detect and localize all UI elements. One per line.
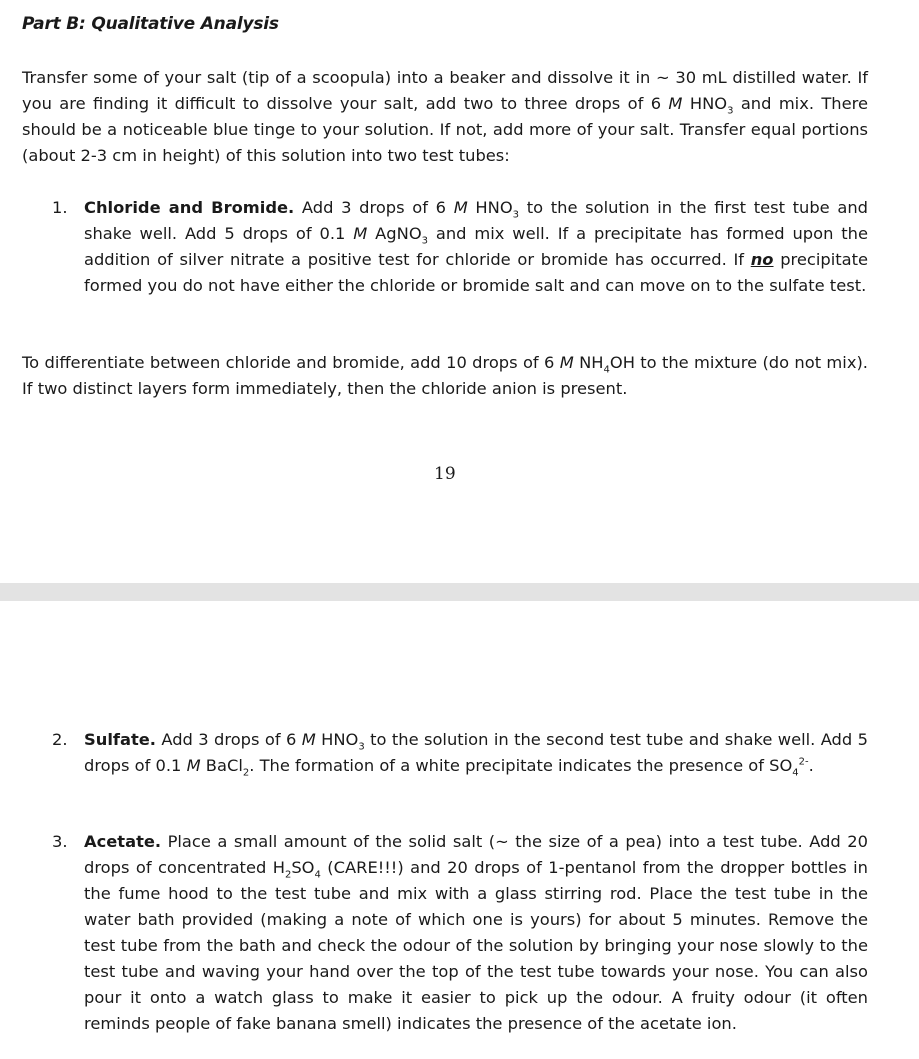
subscript: 2 [284, 869, 292, 881]
item-text: (CARE!!!) and 20 drops of 1-pentanol from the dropper bottles in the fume hood to the test tube and mix with a glass stirring rod. Place the test tube in the water bath provided (making a note of which one is yours) for about 5 minutes. Remove the test tube from the bath and check the odour of the solution by bringing your nose slowly to the test tube and waving your hand over the top of the test tube towards your nose. You can also pour it onto a watch glass to make it easier to pick up the odour. A fruity odour (it often reminds people of fake banana smell) indicates the presence of the acetate ion. [84, 858, 868, 1033]
item-body [84, 829, 868, 1037]
item-body [84, 727, 868, 779]
item-title: Chloride and Bromide. [84, 198, 295, 217]
item-title: Sulfate. [84, 730, 156, 749]
item-title: Acetate. [84, 832, 162, 851]
item-text: precipitate formed you do not have either the chloride or bromide salt and can move on to the sulfate test. [84, 250, 868, 295]
item-body [84, 195, 868, 299]
subscript: 4 [603, 364, 610, 376]
subscript: 3 [421, 235, 429, 247]
item-text: HNO [467, 198, 513, 217]
molarity-symbol: M [453, 198, 468, 217]
molarity-symbol: M [353, 224, 368, 243]
molarity-symbol: M [301, 730, 316, 749]
page-number: 19 [434, 464, 456, 484]
intro-text-c: and mix. There should be a noticeable blue tinge to your solution. If not, add more of your salt. Transfer equal portions (about 2-3 cm in height) of this solution into two test tubes: [22, 94, 868, 165]
differentiate-paragraph [22, 350, 868, 402]
item-text: to the solution in the second test tube and shake well. Add 5 drops of 0.1 [84, 730, 868, 775]
molarity-symbol: M [668, 94, 683, 113]
subscript: 3 [727, 105, 734, 117]
item-text: to the solution in the first test tube and shake well. Add 5 drops of 0.1 [84, 198, 868, 243]
item-text: Place a small amount of the solid salt (~ the size of a pea) into a test tube. Add 20 drops of concentrated H [84, 832, 868, 877]
item-text: and mix well. If a precipitate has formed upon the addition of silver nitrate a positive test for chloride or bromide has occurred. If [84, 224, 868, 269]
subscript: 2 [242, 767, 250, 779]
item-text: AgNO [367, 224, 422, 243]
subscript: 4 [314, 869, 321, 881]
molarity-symbol: M [559, 353, 574, 372]
item-text: HNO [315, 730, 359, 749]
item-number: 2. [52, 730, 68, 749]
subscript: 3 [358, 741, 365, 753]
item-text: . [808, 756, 814, 775]
diff-text-b: NH [573, 353, 604, 372]
diff-text-a: To differentiate between chloride and bromide, add 10 drops of 6 [22, 353, 560, 372]
section-heading: Part B: Qualitative Analysis [22, 14, 279, 34]
item-number: 1. [52, 198, 68, 217]
superscript: 2- [798, 756, 809, 768]
item-text: . The formation of a white precipitate indicates the presence of SO [249, 756, 793, 775]
molarity-symbol: M [186, 756, 201, 775]
item-text: BaCl [200, 756, 243, 775]
emphasis-no: no [750, 250, 774, 269]
intro-text-a: Transfer some of your salt (tip of a scoopula) into a beaker and dissolve it in ~ 30 mL distilled water. If you are finding it difficult to dissolve your salt, add two to three drops of 6 [22, 68, 868, 113]
subscript: 4 [792, 767, 799, 779]
item-text: SO [291, 858, 315, 877]
item-number: 3. [52, 832, 68, 851]
intro-text-b: HNO [682, 94, 728, 113]
page-separator [0, 583, 919, 601]
item-text: Add 3 drops of 6 [155, 730, 302, 749]
item-text: Add 3 drops of 6 [294, 198, 454, 217]
subscript: 3 [512, 209, 520, 221]
intro-paragraph [22, 65, 868, 169]
diff-text-c: OH to the mixture (do not mix). If two distinct layers form immediately, then the chloride anion is present. [22, 353, 868, 398]
